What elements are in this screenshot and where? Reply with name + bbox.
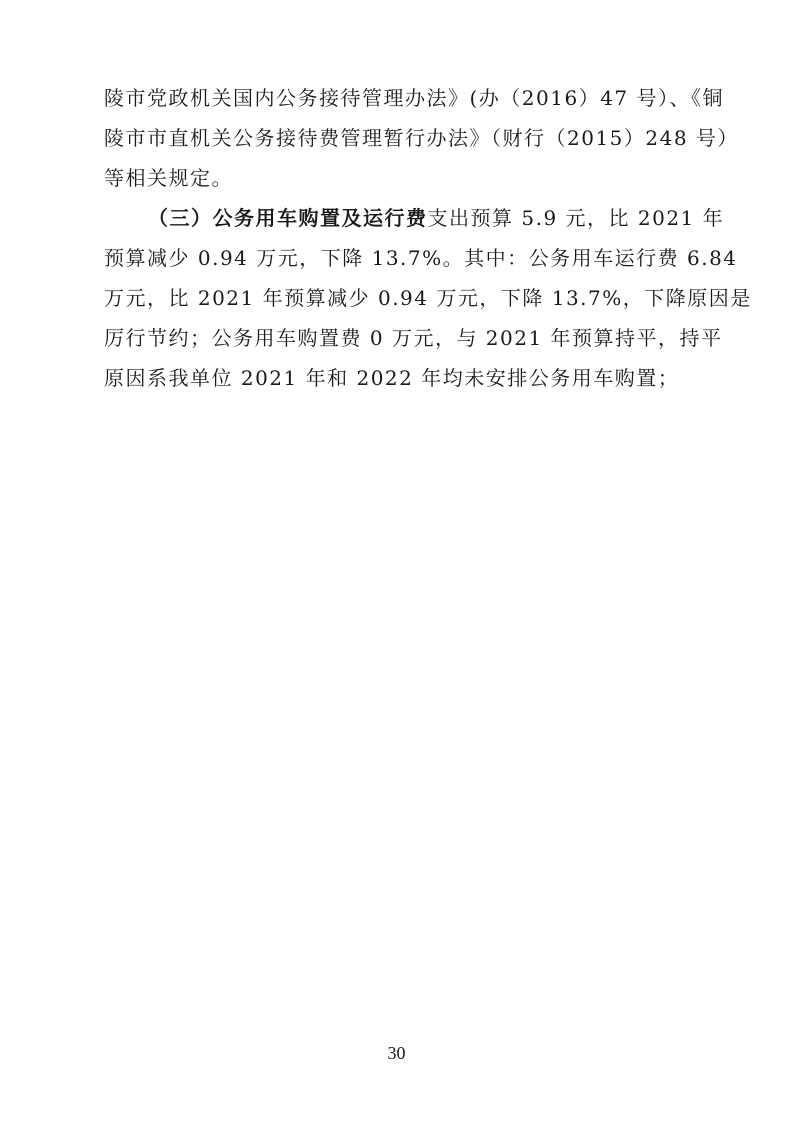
paragraph-line: 陵市市直机关公务接待费管理暂行办法》（财行（2015）248 号）	[104, 126, 739, 150]
section-three-first-line-text: 支出预算 5.9 元，比 2021 年	[427, 206, 725, 230]
paragraph-line: 万元，比 2021 年预算减少 0.94 万元，下降 13.7%，下降原因是	[104, 286, 752, 310]
paragraph-line: 预算减少 0.94 万元，下降 13.7%。其中：公务用车运行费 6.84	[104, 246, 738, 270]
paragraph-line: 原因系我单位 2021 年和 2022 年均未安排公务用车购置；	[104, 366, 680, 390]
paragraph-line: 等相关规定。	[104, 166, 233, 190]
body-text	[104, 78, 752, 398]
section-three-first-line	[104, 198, 725, 238]
paragraph-line: 厉行节约；公务用车购置费 0 万元，与 2021 年预算持平，持平	[104, 326, 723, 350]
page-number: 30	[387, 1043, 406, 1063]
section-three-heading: （三）公务用车购置及运行费	[148, 206, 428, 230]
paragraph-line: 陵市党政机关国内公务接待管理办法》(办（2016）47 号）、《铜	[104, 86, 725, 110]
